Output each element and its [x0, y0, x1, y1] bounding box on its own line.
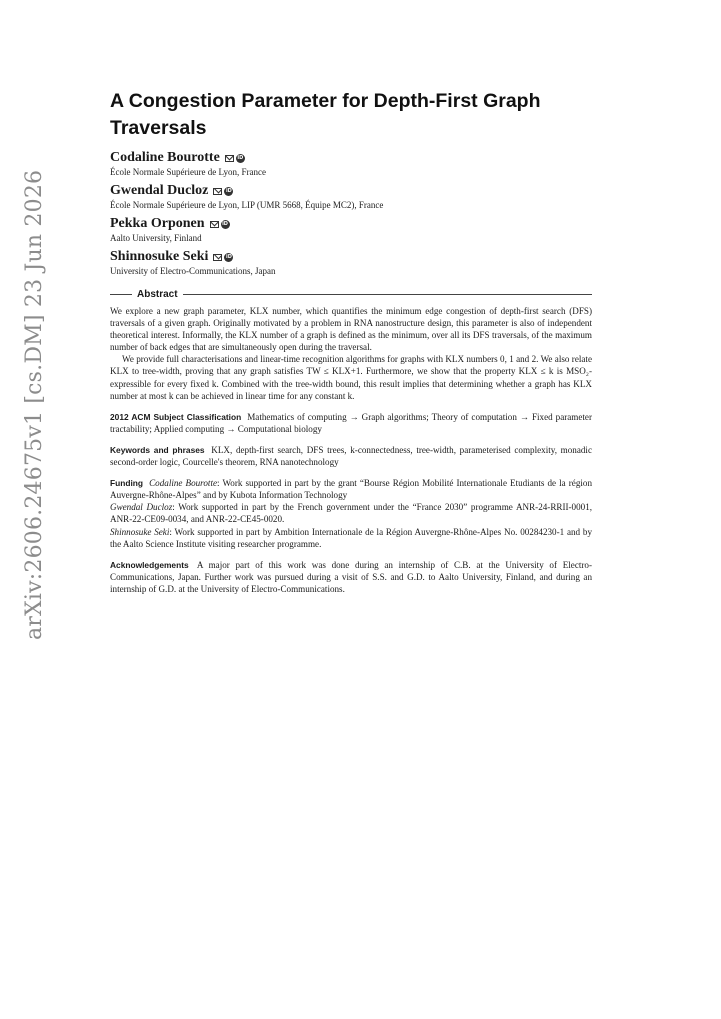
author-affiliation: Aalto University, Finland — [110, 233, 202, 243]
author-block — [110, 216, 592, 244]
abstract-paragraph-2: We provide full characterisations and linear-time recognition algorithms for graphs with KLX numbers 0, 1 and 2. We also relate KLX to tree-width, proving that any graph satisfies TW ≤ KLX+1. Furthermore, we show that the property KLX ≤ k is MSO₂-expressible for every fixed k. Combined with the tree-width bound, this result implies that determining whether a graph has KLX number at most k can be achieved in linear time for any constant k. — [110, 354, 592, 401]
funding-section — [110, 477, 592, 550]
funding-entry — [110, 526, 592, 550]
keywords-section — [110, 444, 592, 468]
arxiv-side-identifier: arXiv:2606.24675v1 [cs.DM] 23 Jun 2026 — [22, 169, 47, 640]
email-icon[interactable] — [225, 155, 234, 162]
email-icon[interactable] — [210, 221, 219, 228]
author-affiliation: École Normale Supérieure de Lyon, France — [110, 167, 266, 177]
acknowledgements-text: A major part of this work was done during an internship of C.B. at the University of Electro-Communications, Japan. Further work was pursued during a visit of S.S. and G.D. to Aalto University, Finland, and during an internship of G.D. at the University of Electro-Communications. — [110, 559, 592, 594]
paper-title: A Congestion Parameter for Depth-First Graph Traversals — [110, 90, 541, 139]
funding-text: : Work supported in part by the grant “Bourse Région Mobilité Internationale Etudiants de la région Auvergne-Rhône-Alpes” and by Kubota Information Technology — [110, 478, 592, 501]
author-block — [110, 249, 592, 277]
author-name: Codaline Bourotte — [110, 150, 220, 165]
abstract-paragraph-1: We explore a new graph parameter, KLX number, which quantifies the minimum edge congestion of depth-first search (DFS) traversals of a given graph. Originally motivated by a problem in RNA nanostructure design, this parameter is also of independent theoretical interest. Informally, the KLX number of a graph is defined as the minimum, over all its DFS traversals, of the maximum number of back edges that are simultaneously open during the traversal. — [110, 306, 592, 353]
abstract-rule-right — [183, 294, 592, 295]
author-name: Pekka Orponen — [110, 216, 205, 231]
author-name: Gwendal Ducloz — [110, 183, 209, 198]
acknowledgements-section — [110, 559, 592, 595]
author-list — [110, 150, 592, 277]
email-icon[interactable] — [213, 188, 222, 195]
keywords-label: Keywords and phrases — [110, 444, 205, 455]
orcid-icon[interactable]: iD — [226, 253, 232, 260]
author-block — [110, 183, 592, 211]
funding-person: Codaline Bourotte — [149, 478, 218, 489]
abstract-rule-left — [110, 294, 132, 295]
author-affiliation: University of Electro-Communications, Japan — [110, 266, 276, 276]
orcid-icon[interactable]: iD — [222, 220, 228, 227]
funding-person: Shinnosuke Seki — [110, 526, 170, 537]
funding-entry — [110, 501, 592, 525]
author-name: Shinnosuke Seki — [110, 249, 209, 264]
paper-page — [110, 88, 592, 595]
author-affiliation: École Normale Supérieure de Lyon, LIP (UMR 5668, Équipe MC2), France — [110, 200, 384, 210]
abstract-label: Abstract — [137, 289, 178, 300]
acm-label: 2012 ACM Subject Classification — [110, 411, 242, 422]
funding-text: : Work supported in part by the French government under the “France 2030” programme ANR-24-RRII-0001, ANR-22-CE09-0034, and ANR-22-CE45-0020. — [110, 502, 593, 525]
acm-classification — [110, 411, 592, 435]
abstract-heading — [110, 289, 592, 300]
author-block — [110, 150, 592, 178]
email-icon[interactable] — [213, 254, 222, 261]
funding-person: Gwendal Ducloz — [110, 502, 173, 513]
funding-entry — [110, 478, 592, 500]
orcid-icon[interactable]: iD — [225, 187, 232, 194]
orcid-icon[interactable]: iD — [237, 154, 244, 161]
funding-label: Funding — [110, 478, 144, 489]
acknowledgements-label: Acknowledgements — [110, 559, 189, 570]
acm-text: Mathematics of computing → Graph algorithms; Theory of computation → Fixed parameter tractability; Applied computing → Computational biology — [110, 411, 592, 434]
funding-text: : Work supported in part by Ambition Internationale de la Région Auvergne-Rhône-Alpes No. 00284230-1 and by the Aalto Science Institute visiting researcher programme. — [110, 526, 592, 549]
keywords-text: KLX, depth-first search, DFS trees, k-connectedness, tree-width, parameterised complexity, monadic second-order logic, Courcelle's theorem, RNA nanotechnology — [110, 444, 592, 468]
